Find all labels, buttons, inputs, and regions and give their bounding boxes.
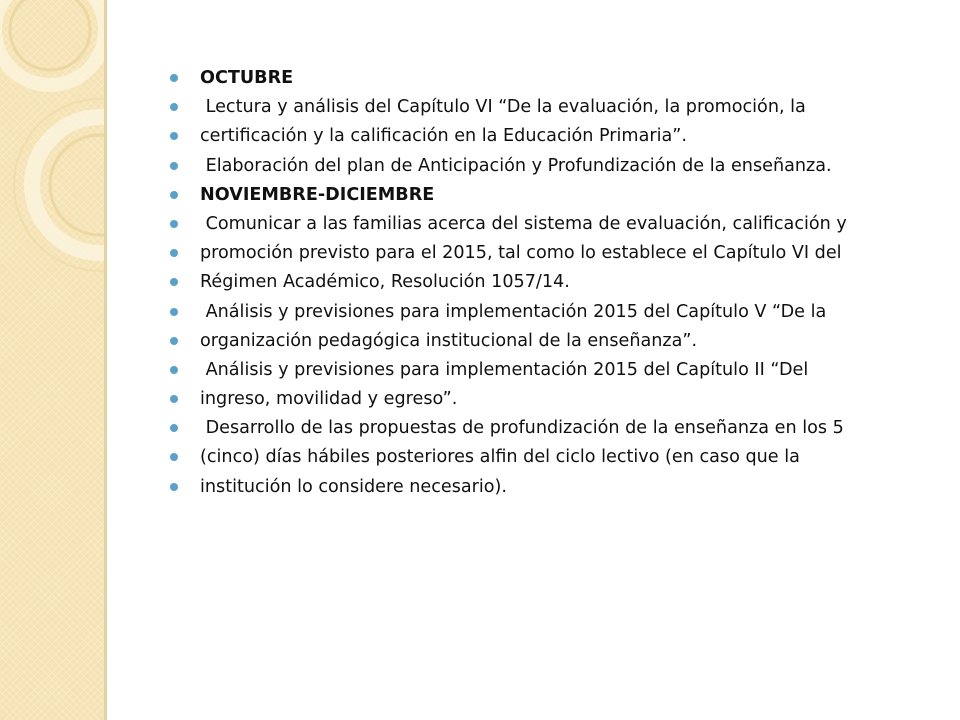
- bullet-text: Elaboración del plan de Anticipación y Profundización de la enseñanza.: [200, 155, 832, 176]
- slide-content: [170, 64, 930, 502]
- bullet-item: [170, 473, 930, 502]
- bullet-dot-icon: [170, 220, 178, 228]
- bullet-dot-icon: [170, 191, 178, 199]
- bullet-dot-icon: [170, 483, 178, 491]
- bullet-text: Lectura y análisis del Capítulo VI “De la evaluación, la promoción, la: [200, 97, 806, 118]
- bullet-text: Análisis y previsiones para implementación 2015 del Capítulo II “Del: [200, 359, 809, 380]
- bullet-text: Régimen Académico, Resolución 1057/14.: [200, 272, 570, 293]
- bullet-text: ingreso, movilidad y egreso”.: [200, 389, 458, 410]
- section-heading: [170, 64, 930, 93]
- bullet-text: promoción previsto para el 2015, tal como lo establece el Capítulo VI del: [200, 243, 842, 264]
- bullet-item: [170, 122, 930, 151]
- bullet-item: [170, 268, 930, 297]
- bullet-item: [170, 327, 930, 356]
- bullet-dot-icon: [170, 162, 178, 170]
- bullet-item: [170, 210, 930, 239]
- decorative-side-panel: [0, 0, 104, 720]
- bullet-dot-icon: [170, 453, 178, 461]
- bullet-text: Análisis y previsiones para implementación 2015 del Capítulo V “De la: [200, 301, 827, 322]
- bullet-dot-icon: [170, 366, 178, 374]
- bullet-text: certificación y la calificación en la Educación Primaria”.: [200, 126, 687, 147]
- bullet-text: Comunicar a las familias acerca del sistema de evaluación, calificación y: [200, 213, 847, 234]
- bullet-item: [170, 414, 930, 443]
- bullet-text: NOVIEMBRE-DICIEMBRE: [200, 184, 435, 205]
- bullet-dot-icon: [170, 278, 178, 286]
- bullet-dot-icon: [170, 395, 178, 403]
- bullet-text: (cinco) días hábiles posteriores alfin del ciclo lectivo (en caso que la: [200, 447, 800, 468]
- bullet-item: [170, 443, 930, 472]
- bullet-text: Desarrollo de las propuestas de profundización de la enseñanza en los 5: [200, 418, 844, 439]
- bullet-item: [170, 93, 930, 122]
- bullet-dot-icon: [170, 103, 178, 111]
- bullet-text: OCTUBRE: [200, 68, 294, 88]
- bullet-dot-icon: [170, 249, 178, 257]
- bullet-dot-icon: [170, 74, 178, 82]
- side-panel-edge: [104, 0, 107, 720]
- bullet-dot-icon: [170, 132, 178, 140]
- bullet-list: [170, 64, 930, 502]
- bullet-dot-icon: [170, 424, 178, 432]
- decorative-rings-graphic: [0, 0, 104, 320]
- bullet-item: [170, 385, 930, 414]
- bullet-text: institución lo considere necesario).: [200, 476, 508, 497]
- bullet-item: [170, 298, 930, 327]
- section-heading: [170, 181, 930, 210]
- bullet-item: [170, 356, 930, 385]
- bullet-text: organización pedagógica institucional de la enseñanza”.: [200, 330, 698, 351]
- bullet-dot-icon: [170, 337, 178, 345]
- bullet-dot-icon: [170, 308, 178, 316]
- bullet-item: [170, 152, 930, 181]
- bullet-item: [170, 239, 930, 268]
